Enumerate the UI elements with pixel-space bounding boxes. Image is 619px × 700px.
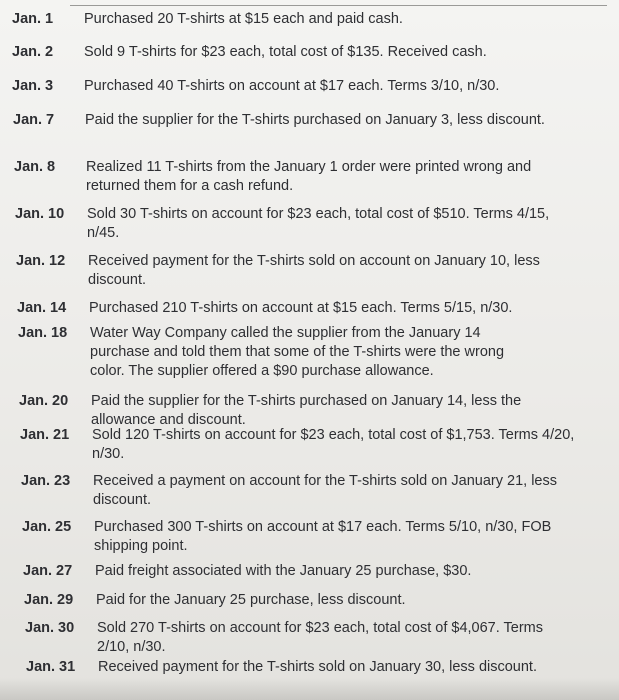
entry-description: Sold 270 T-shirts on account for $23 each, total cost of $4,067. Terms 2/10, n/30.: [97, 620, 544, 655]
entry-date: Jan. 30: [25, 620, 75, 636]
entry-date: Jan. 14: [17, 300, 67, 316]
entry-date: Jan. 21: [20, 427, 70, 443]
entry-date: Jan. 10: [15, 206, 65, 222]
entry-description: Purchased 40 T-shirts on account at $17 each. Terms 3/10, n/30.: [84, 78, 500, 94]
entry-description: Purchased 210 T-shirts on account at $15 each. Terms 5/15, n/30.: [89, 300, 513, 316]
entry-date: Jan. 31: [26, 659, 76, 675]
entry-row: [12, 77, 574, 96]
entry-description: Paid freight associated with the January 25 purchase, $30.: [95, 563, 472, 579]
entry-row: [19, 392, 571, 430]
entry-date: Jan. 25: [22, 519, 72, 535]
entry-date: Jan. 27: [23, 563, 73, 579]
entry-description: Water Way Company called the supplier from the January 14 purchase and told them that some of the T-shirts were the wrong color. The supplier offered a $90 purchase allowance.: [90, 325, 505, 379]
entry-date: Jan. 2: [12, 44, 54, 60]
entry-row: [17, 299, 579, 318]
entry-row: [24, 591, 586, 610]
entry-date: Jan. 20: [19, 393, 69, 409]
entry-row: [23, 562, 585, 581]
entry-description: Purchased 20 T-shirts at $15 each and paid cash.: [84, 11, 403, 27]
entry-row: [18, 324, 540, 381]
entry-description: Sold 30 T-shirts on account for $23 each, total cost of $510. Terms 4/15, n/45.: [87, 206, 550, 241]
entry-row: [22, 518, 564, 556]
entry-description: Received a payment on account for the T-shirts sold on January 21, less discount.: [93, 473, 557, 508]
entry-row: [20, 426, 582, 464]
entry-row: [15, 205, 577, 243]
entry-description: Received payment for the T-shirts sold on account on January 10, less discount.: [88, 253, 540, 288]
entry-description: Paid for the January 25 purchase, less discount.: [96, 592, 406, 608]
entry-row: [12, 43, 574, 62]
entry-date: Jan. 3: [12, 78, 54, 94]
entry-date: Jan. 12: [16, 253, 66, 269]
entry-description: Paid the supplier for the T-shirts purchased on January 3, less discount.: [85, 112, 545, 128]
entry-row: [21, 472, 573, 510]
entry-description: Paid the supplier for the T-shirts purchased on January 14, less the allowance and discount.: [91, 393, 522, 428]
bottom-shadow: [0, 678, 619, 700]
entry-row: [26, 658, 588, 677]
entry-date: Jan. 29: [24, 592, 74, 608]
entry-description: Received payment for the T-shirts sold on January 30, less discount.: [98, 659, 537, 675]
entry-date: Jan. 7: [13, 112, 55, 128]
entry-date: Jan. 23: [21, 473, 71, 489]
entry-row: [16, 252, 568, 290]
entry-date: Jan. 1: [12, 11, 54, 27]
entry-row: [25, 619, 567, 657]
entry-description: Sold 9 T-shirts for $23 each, total cost of $135. Received cash.: [84, 44, 487, 60]
entry-row: [12, 10, 574, 29]
entry-date: Jan. 8: [14, 159, 56, 175]
entry-description: Sold 120 T-shirts on account for $23 each, total cost of $1,753. Terms 4/20, n/30.: [92, 427, 575, 462]
entry-description: Realized 11 T-shirts from the January 1 order were printed wrong and returned them for a cash refund.: [86, 159, 532, 194]
entry-row: [13, 111, 545, 130]
entry-row: [14, 158, 586, 196]
entry-description: Purchased 300 T-shirts on account at $17 each. Terms 5/10, n/30, FOB shipping point.: [94, 519, 552, 554]
entry-date: Jan. 18: [18, 325, 68, 341]
